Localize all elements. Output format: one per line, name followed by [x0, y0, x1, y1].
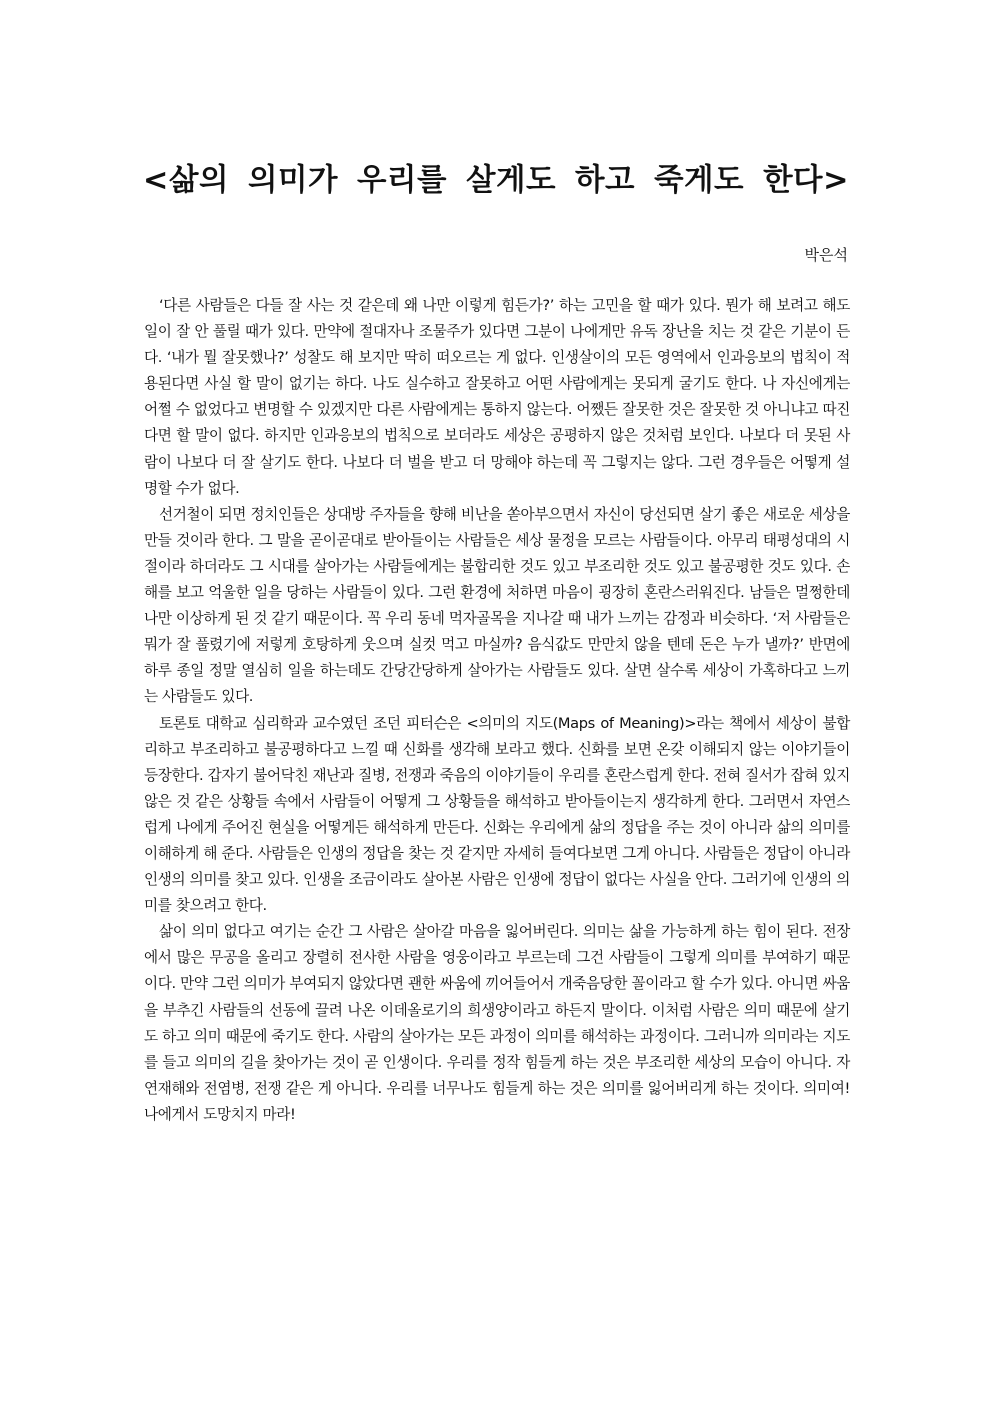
paragraph-3: 토론토 대학교 심리학과 교수였던 조던 피터슨은 <의미의 지도(Maps of Meaning)>라는 책에서 세상이 불합리하고 부조리하고 불공평하다고 느낄 때 신화를 생각해 보라고 했다. 신화를 보면 온갖 이해되지 않는 이야기들이 등장한다. 갑자기 불어닥친 재난과 질병, 전쟁과 죽음의 이야기들이 우리를 혼란스럽게 한다. 전혀 질서가 잡혀 있지 않은 것 같은 상황들 속에서 사람들이 어떻게 그 상황들을 해석하고 받아들이는지 생각하게 한다. 그러면서 자연스럽게 나에게 주어진 현실을 어떻게든 해석하게 만든다. 신화는 우리에게 삶의 정답을 주는 것이 아니라 삶의 의미를 이해하게 해 준다. 사람들은 인생의 정답을 찾는 것 같지만 자세히 들여다보면 그게 아니다. 사람들은 정답이 아니라 인생의 의미를 찾고 있다. 인생을 조금이라도 살아본 사람은 인생에 정답이 없다는 사실을 안다. 그러기에 인생의 의미를 찾으려고 한다.	[144, 714, 850, 915]
author-name: 박은석	[804, 246, 848, 264]
document-title: <삶의 의미가 우리를 살게도 하고 죽게도 한다>	[142, 163, 850, 198]
paragraph-1: ‘다른 사람들은 다들 잘 사는 것 같은데 왜 나만 이렇게 힘든가?’ 하는 고민을 할 때가 있다. 뭔가 해 보려고 해도 일이 잘 안 풀릴 때가 있다. 만약에 절대자나 조물주가 있다면 그분이 나에게만 유독 장난을 치는 것 같은 기분이 든다. ‘내가 뭘 잘못했나?’ 성찰도 해 보지만 딱히 떠오르는 게 없다. 인생살이의 모든 영역에서 인과응보의 법칙이 적용된다면 사실 할 말이 없기는 하다. 나도 실수하고 잘못하고 어떤 사람에게는 못되게 굴기도 한다. 나 자신에게는 어쩔 수 없었다고 변명할 수 있겠지만 다른 사람에게는 통하지 않는다. 어쨌든 잘못한 것은 잘못한 것 아니냐고 따진다면 할 말이 없다. 하지만 인과응보의 법칙으로 보더라도 세상은 공평하지 않은 것처럼 보인다. 나보다 더 못된 사람이 나보다 더 잘 살기도 한다. 나보다 더 벌을 받고 더 망해야 하는데 꼭 그렇지는 않다. 그런 경우들은 어떻게 설명할 수가 없다.	[144, 297, 850, 497]
paragraph-2: 선거철이 되면 정치인들은 상대방 주자들을 향해 비난을 쏟아부으면서 자신이 당선되면 살기 좋은 새로운 세상을 만들 것이라 한다. 그 말을 곧이곧대로 받아들이는 사람들은 세상 물정을 모르는 사람들이다. 아무리 태평성대의 시절이라 하더라도 그 시대를 살아가는 사람들에게는 불합리한 것도 있고 부조리한 것도 있고 불공평한 것도 있다. 손해를 보고 억울한 일을 당하는 사람들이 있다. 그런 환경에 처하면 마음이 굉장히 혼란스러워진다. 남들은 멀쩡한데 나만 이상하게 된 것 같기 때문이다. 꼭 우리 동네 먹자골목을 지나갈 때 내가 느끼는 감정과 비슷하다. ‘저 사람들은 뭐가 잘 풀렸기에 저렇게 호탕하게 웃으며 실컷 먹고 마실까? 음식값도 만만치 않을 텐데 돈은 누가 낼까?’ 반면에 하루 종일 정말 열심히 일을 하는데도 간당간당하게 살아가는 사람들도 있다. 살면 살수록 세상이 가혹하다고 느끼는 사람들도 있다.	[144, 505, 850, 706]
paragraph-4: 삶이 의미 없다고 여기는 순간 그 사람은 살아갈 마음을 잃어버린다. 의미는 삶을 가능하게 하는 힘이 된다. 전장에서 많은 무공을 올리고 장렬히 전사한 사람을 영웅이라고 부르는데 그건 사람들이 그렇게 의미를 부여하기 때문이다. 만약 그런 의미가 부여되지 않았다면 괜한 싸움에 끼어들어서 개죽음당한 꼴이라고 할 수가 있다. 아니면 싸움을 부추긴 사람들의 선동에 끌려 나온 이데올로기의 희생양이라고 하든지 말이다. 이처럼 사람은 의미 때문에 살기도 하고 의미 때문에 죽기도 한다. 사람의 살아가는 모든 과정이 의미를 해석하는 과정이다. 그러니까 의미라는 지도를 들고 의미의 길을 찾아가는 것이 곧 인생이다. 우리를 정작 힘들게 하는 것은 부조리한 세상의 모습이 아니다. 자연재해와 전염병, 전쟁 같은 게 아니다. 우리를 너무나도 힘들게 하는 것은 의미를 잃어버리게 하는 것이다. 의미여! 나에게서 도망치지 마라!	[144, 923, 850, 1123]
document-body	[144, 293, 850, 1128]
